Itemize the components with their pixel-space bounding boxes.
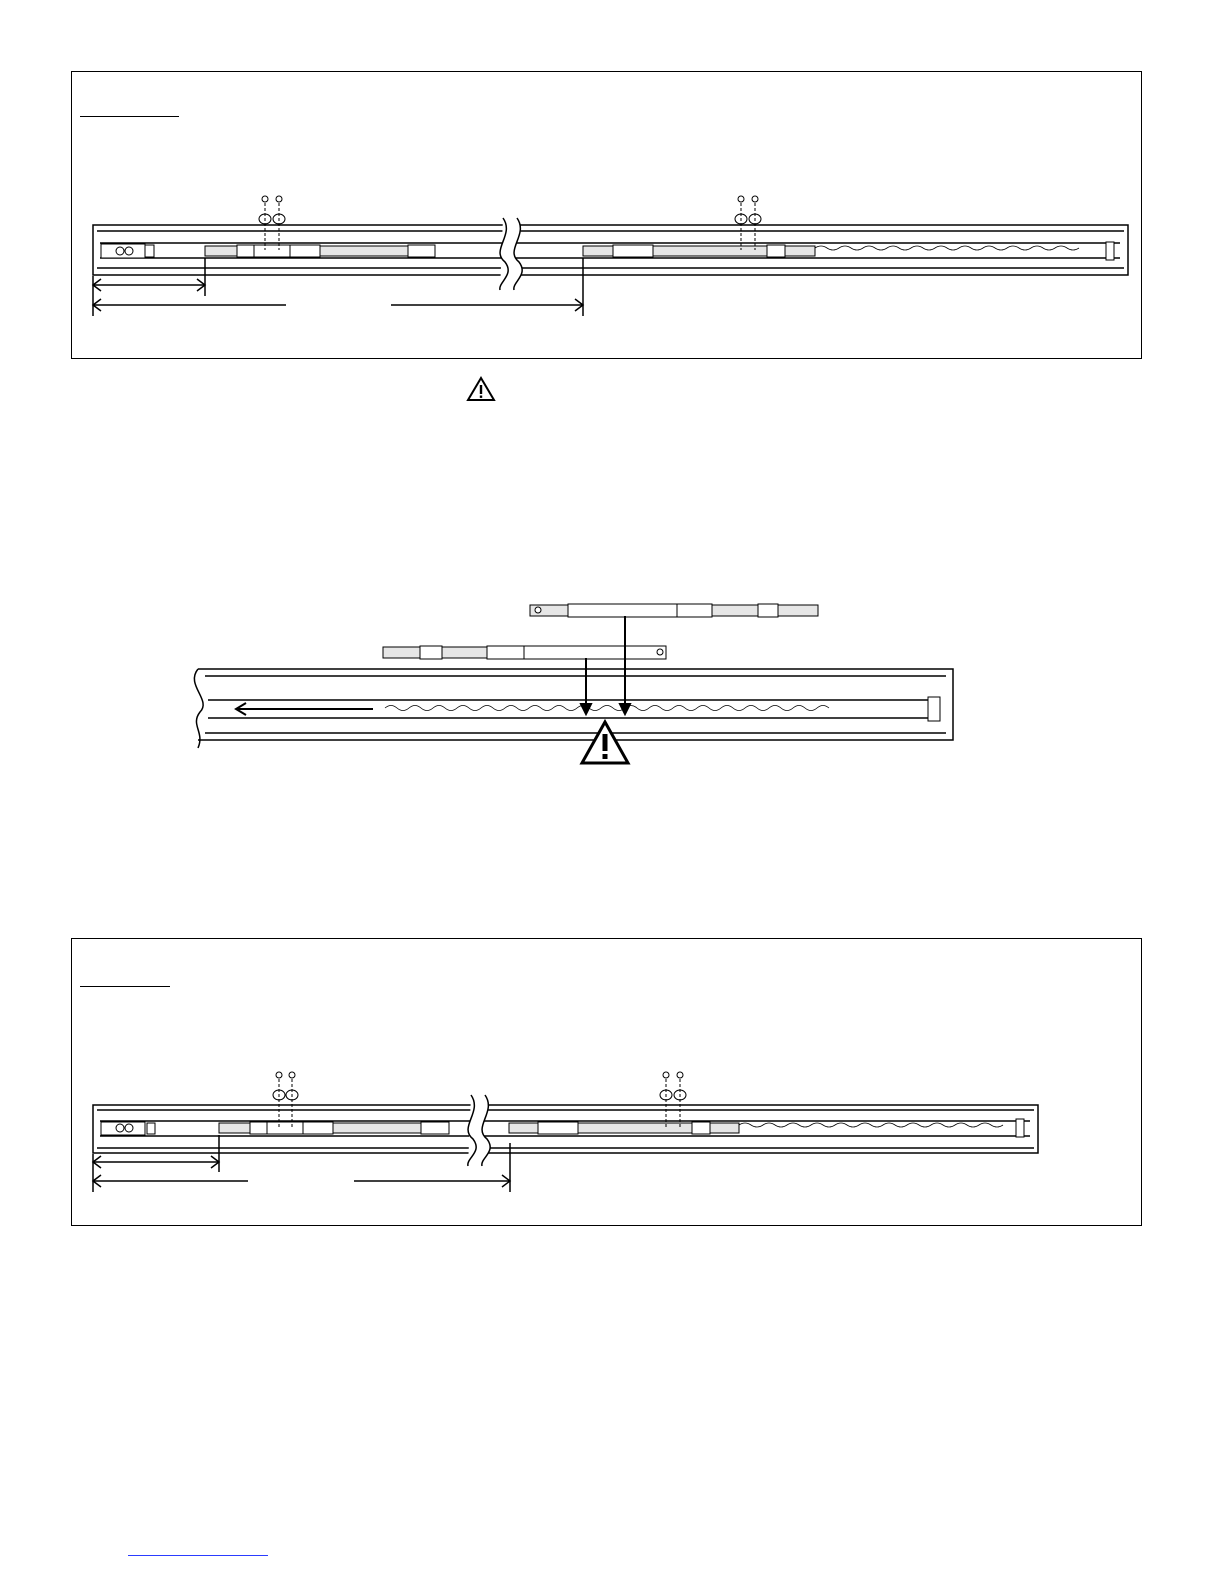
rail-end-right [1016,1119,1024,1137]
rail-end-left [101,1122,155,1135]
trolley-assembly-left [219,1122,449,1134]
trolley-assembly-right [509,1122,739,1134]
footer-link-underline[interactable] [128,1555,268,1556]
